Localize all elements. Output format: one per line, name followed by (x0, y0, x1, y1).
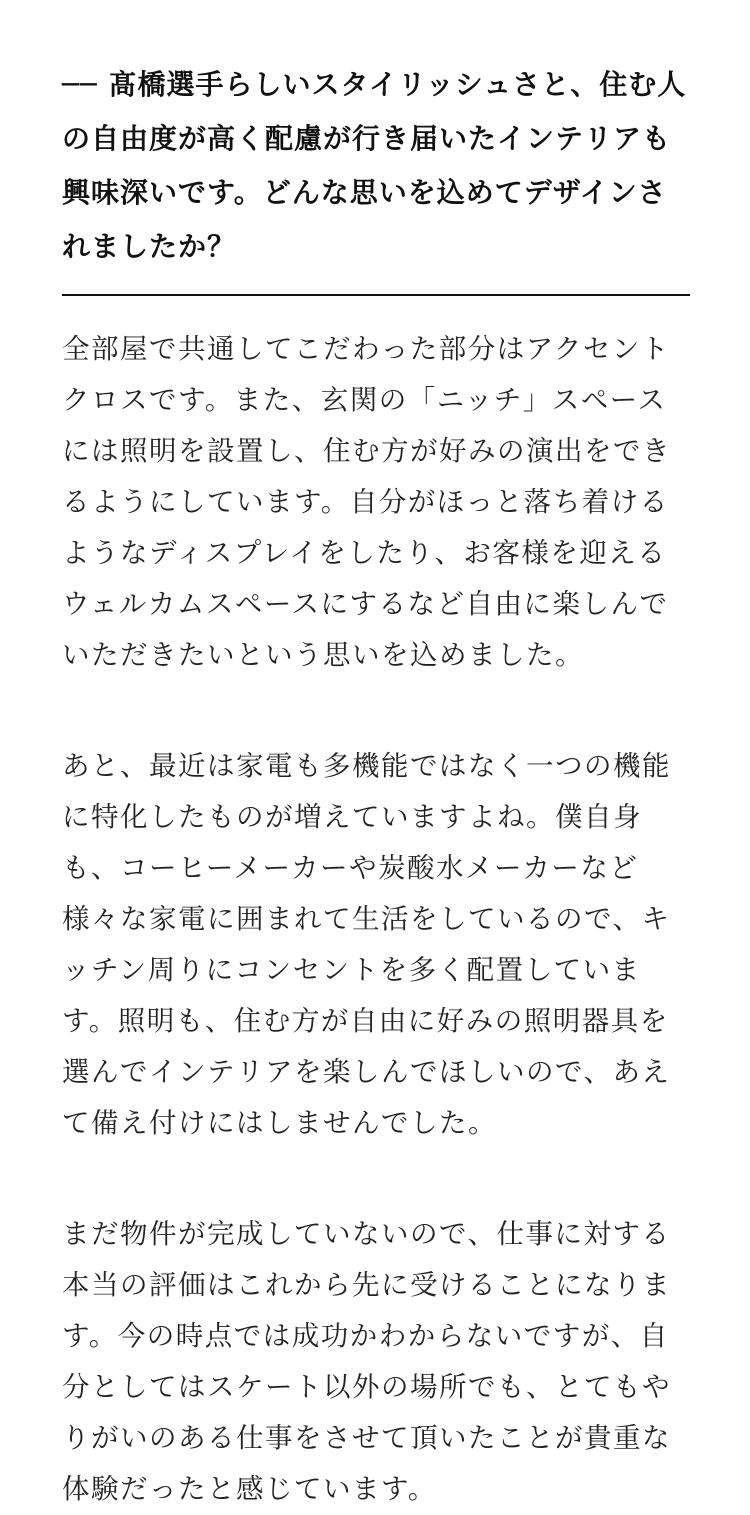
answer-paragraph-3: まだ物件が完成していないので、仕事に対する本当の評価はこれから先に受けることになります。今の時点では成功かわからないですが、自分としてはスケート以外の場所でも、とてもやりがいのある仕事をさせて頂いたことが貴重な体験だったと感じています。 (62, 1218, 671, 1505)
interview-answer (62, 324, 690, 1515)
answer-paragraph-1: 全部屋で共通してこだわった部分はアクセントクロスです。また、玄関の「ニッチ」スペースには照明を設置し、住む方が好みの演出をできるようにしています。自分がほっと落ち着けるようなディスプレイをしたり、お客様を迎えるウェルカムスペースにするなど自由に楽しんでいただきたいという思いを込めました。 (62, 333, 671, 671)
question-divider (62, 294, 690, 296)
answer-paragraph-2: あと、最近は家電も多機能ではなく一つの機能に特化したものが増えていますよね。僕自身も、コーヒーメーカーや炭酸水メーカーなど様々な家電に囲まれて生活をしているので、キッチン周りにコンセントを多く配置しています。照明も、住む方が自由に好みの照明器具を選んでインテリアを楽しんでほしいので、あえて備え付けにはしませんでした。 (62, 750, 671, 1139)
interview-question: ── 髙橋選手らしいスタイリッシュさと、住む人の自由度が高く配慮が行き届いたインテリアも興味深いです。どんな思いを込めてデザインされましたか？ (62, 68, 687, 263)
